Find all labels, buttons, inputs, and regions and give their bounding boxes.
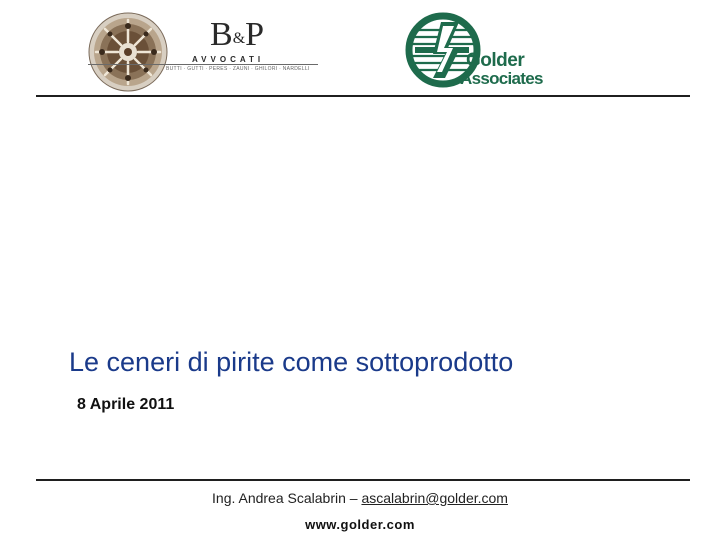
top-divider — [36, 95, 690, 97]
author-name: Ing. Andrea Scalabrin – — [212, 490, 362, 506]
bp-avvocati-logo — [88, 12, 323, 94]
bp-monogram: B&P — [210, 16, 264, 53]
author-line — [0, 490, 720, 506]
bp-logo-rule — [88, 64, 318, 65]
golder-wordmark-line2: Associates — [460, 69, 543, 88]
bp-medallion-emblem — [88, 12, 168, 92]
golder-associates-logo — [405, 12, 580, 90]
bp-partners-names: BUTTI · GUTTI · PERES · ZAUNI · GHILORI · NARDELLI — [166, 66, 310, 72]
slide-title: Le ceneri di pirite come sottoprodotto — [69, 347, 514, 377]
author-email-link[interactable]: ascalabrin@golder.com — [361, 490, 508, 506]
golder-wordmark-line1: Golder — [466, 50, 525, 71]
bottom-divider — [36, 479, 690, 481]
website-url[interactable]: www.golder.com — [305, 517, 415, 532]
bp-avvocati-wordmark: AVVOCATI — [192, 55, 265, 64]
slide-date: 8 Aprile 2011 — [77, 396, 175, 413]
